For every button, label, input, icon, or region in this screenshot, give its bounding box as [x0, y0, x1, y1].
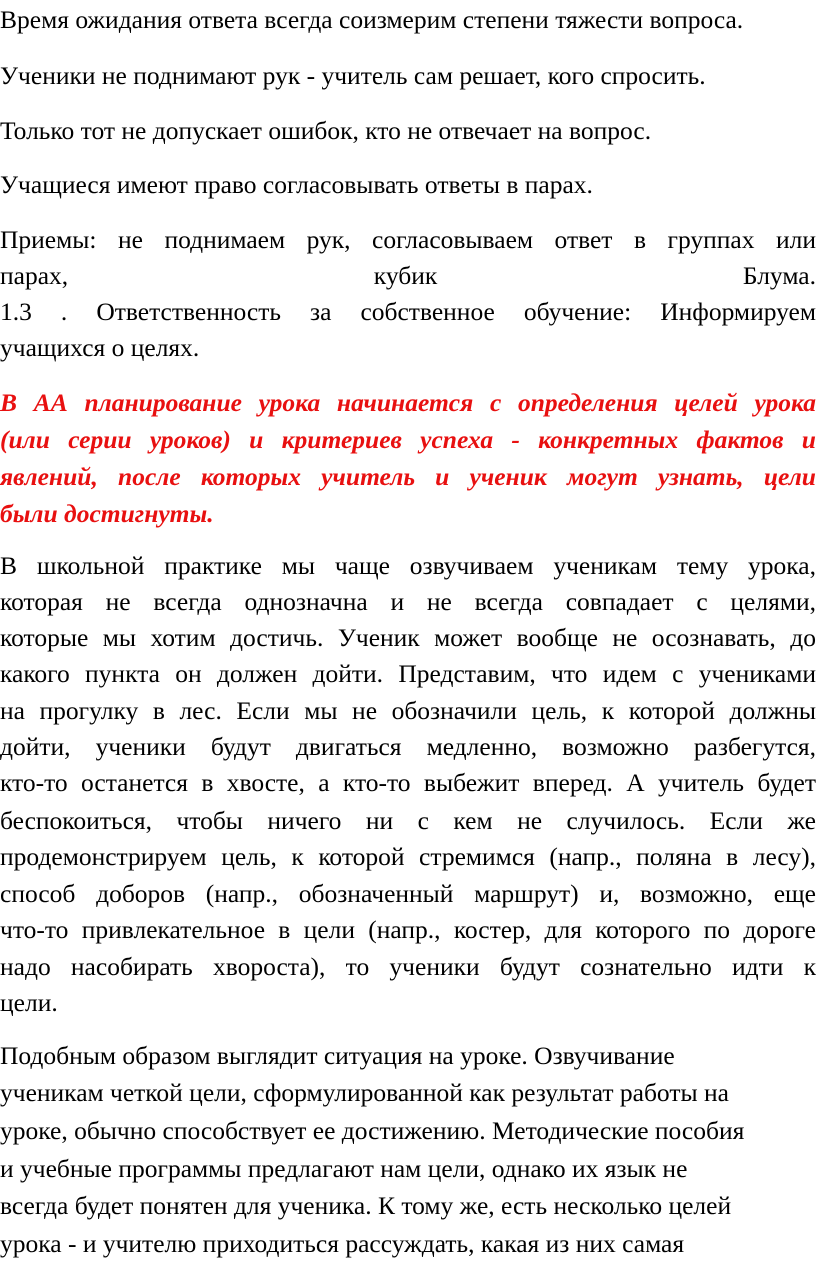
text-line: Приемы: не поднимаем рук, согласовываем ответ в группах или: [0, 225, 816, 254]
text-line: парах, кубик Блума.: [0, 261, 816, 290]
text-line: беспокоиться, чтобы ничего ни с кем не случилось. Если же: [0, 806, 816, 835]
text-line: урока - и учителю приходиться рассуждать, какая из них самая: [0, 1229, 685, 1258]
text-line: Учащиеся имеют право согласовывать ответы в парах.: [0, 170, 593, 199]
text-line: которая не всегда однозначна и не всегда совпадает с целями,: [0, 587, 816, 616]
text-line: уроке, обычно способствует ее достижению. Методические пособия: [0, 1116, 745, 1145]
highlight-line: были достигнуты.: [0, 499, 214, 528]
text-line: ученикам четкой цели, сформулированной как результат работы на: [0, 1078, 729, 1107]
text-line: Подобным образом выглядит ситуация на уроке. Озвучивание: [0, 1041, 675, 1070]
text-line: Ученики не поднимают рук - учитель сам решает, кого спросить.: [0, 61, 706, 90]
text-line: которые мы хотим достичь. Ученик может вообще не осознавать, до: [0, 623, 816, 652]
highlight-line: явлений, после которых учитель и ученик могут узнать, цели: [0, 462, 816, 491]
text-line: на прогулку в лес. Если мы не обозначили цель, к которой должны: [0, 696, 816, 725]
text-line: дойти, ученики будут двигаться медленно, возможно разбегутся,: [0, 732, 816, 761]
text-line: Время ожидания ответа всегда соизмерим степени тяжести вопроса.: [0, 5, 744, 34]
text-line: кто-то останется в хвосте, а кто-то выбежит вперед. А учитель будет: [0, 768, 816, 797]
text-line: 1.3 . Ответственность за собственное обучение: Информируем: [0, 297, 816, 326]
text-line: Только тот не допускает ошибок, кто не отвечает на вопрос.: [0, 116, 652, 145]
highlight-line: В АА планирование урока начинается с определения целей урока: [0, 388, 816, 417]
text-line: что-то привлекательное в цели (напр., костер, для которого по дороге: [0, 915, 816, 944]
text-line: какого пункта он должен дойти. Представим, что идем с учениками: [0, 659, 816, 688]
text-line: всегда будет понятен для ученика. К тому же, есть несколько целей: [0, 1191, 732, 1220]
text-line: надо насобирать хвороста), то ученики будут сознательно идти к: [0, 952, 816, 981]
text-line: способ доборов (напр., обозначенный маршрут) и, возможно, еще: [0, 879, 816, 908]
highlight-line: (или серии уроков) и критериев успеха - конкретных фактов и: [0, 425, 816, 454]
text-line: и учебные программы предлагают нам цели, однако их язык не: [0, 1154, 688, 1183]
text-line: В школьной практике мы чаще озвучиваем ученикам тему урока,: [0, 551, 816, 580]
text-line: цели.: [0, 988, 58, 1017]
text-line: продемонстрируем цель, к которой стремимся (напр., поляна в лесу),: [0, 842, 816, 871]
text-line: учащихся о целях.: [0, 333, 200, 362]
